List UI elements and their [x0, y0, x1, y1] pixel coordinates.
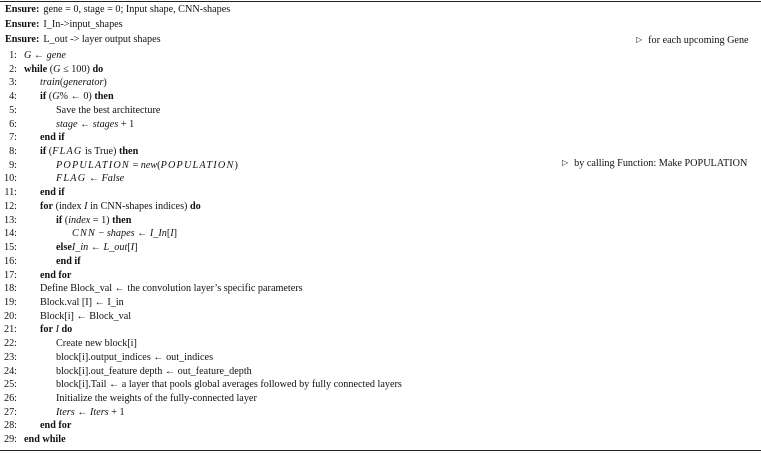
code-token: then [94, 91, 114, 103]
line-code [56, 215, 131, 227]
code-token: I [84, 200, 88, 212]
code-token: ] [173, 228, 178, 240]
code-token: do [189, 200, 201, 212]
code-token: for [40, 200, 54, 212]
line-code [56, 366, 252, 378]
code-token: Iters [89, 406, 109, 418]
line-code [40, 270, 71, 282]
line-number: 20: [3, 310, 17, 322]
code-token: then [119, 146, 139, 158]
code-token: stages [92, 118, 119, 130]
code-token: block[i].output_indices ← out_indices [56, 351, 214, 363]
algorithm-line [0, 297, 761, 309]
algorithm-line [0, 132, 761, 144]
code-token: Define Block_val ← the convolution layer’s specific parameters [40, 283, 303, 295]
comment-triangle-icon: ▷ [562, 158, 569, 167]
line-number: 7: [9, 132, 17, 144]
code-token: ( [46, 146, 53, 158]
code-token: ← [86, 173, 102, 185]
code-token: ( [157, 159, 161, 171]
line-code [56, 173, 124, 185]
line-number: 19: [3, 296, 17, 308]
code-token: ( [46, 91, 53, 103]
line-code [40, 77, 107, 89]
ensure-text: L_out -> layer output shapes [43, 34, 161, 45]
code-token: Save the best architecture [56, 104, 161, 116]
code-token: I_In [149, 228, 167, 240]
algorithm-line [0, 311, 761, 323]
code-token: ← [134, 228, 150, 240]
line-code [24, 64, 103, 76]
code-token: % ← 0) [59, 91, 95, 103]
code-token: ] [134, 242, 138, 254]
algorithm-line [0, 270, 761, 282]
code-token: else [56, 242, 72, 254]
line-code [40, 201, 201, 213]
ensure-line-3 [5, 34, 161, 46]
line-number: 23: [3, 351, 17, 363]
algorithm-line [0, 105, 761, 117]
code-token: do [92, 63, 104, 75]
bottom-rule [0, 450, 761, 451]
code-token: FLAG [52, 146, 83, 158]
ensure-text: I_In->input_shapes [43, 19, 123, 30]
code-token: train [40, 77, 60, 89]
line-number: 5: [9, 104, 17, 116]
algorithm-line [0, 215, 761, 227]
code-token: end if [40, 187, 65, 199]
code-token: if [40, 146, 47, 158]
line-number: 12: [3, 200, 17, 212]
code-token: Create new block[i] [56, 338, 137, 350]
code-token: [ [127, 242, 131, 254]
algorithm-line [0, 64, 761, 76]
code-token: ( [59, 77, 64, 89]
code-token: for [40, 324, 54, 336]
ensure-label: Ensure: [5, 34, 40, 45]
ensure-text: gene = 0, stage = 0; Input shape, CNN-shapes [43, 4, 231, 15]
line-number: 16: [3, 255, 17, 267]
comment-ensure-3 [636, 34, 749, 46]
line-code [56, 242, 138, 254]
code-token: − [96, 228, 107, 240]
algorithm-line [0, 242, 761, 254]
line-number: 26: [3, 393, 17, 404]
line-code [40, 297, 124, 309]
code-token: end while [24, 434, 66, 446]
line-number: 13: [3, 214, 17, 226]
line-number: 6: [9, 118, 17, 130]
algorithm-line [0, 352, 761, 364]
algorithm-line [0, 256, 761, 268]
code-token: end if [40, 132, 65, 144]
algorithm-line [0, 283, 761, 295]
code-token: I [170, 228, 174, 240]
code-token: if [40, 91, 47, 103]
line-number: 4: [9, 91, 17, 103]
line-number: 9: [9, 159, 17, 171]
code-token: gene [46, 50, 66, 61]
algorithm-line [0, 228, 761, 240]
code-token: Block[i] ← Block_val [40, 310, 132, 322]
algorithm-line [0, 366, 761, 378]
code-token: stage [56, 118, 78, 130]
line-code [56, 407, 125, 419]
code-token: generator [63, 77, 104, 89]
line-number: 24: [3, 365, 17, 377]
ensure-line-1 [5, 4, 230, 16]
code-token: False [101, 173, 125, 185]
ensure-label: Ensure: [5, 4, 40, 15]
ensure-label: Ensure: [5, 19, 40, 30]
algorithm-line [0, 338, 761, 350]
code-token: POPULATION [56, 159, 130, 171]
algorithm-line [0, 201, 761, 213]
code-token: Initialize the weights of the fully-connected layer [56, 393, 257, 404]
code-token: = 1) [90, 214, 113, 226]
code-token: then [112, 214, 132, 226]
algorithm-line [0, 420, 761, 432]
code-token: CNN [72, 228, 96, 240]
line-number: 27: [3, 406, 17, 418]
line-code [40, 324, 72, 336]
ensure-line-2 [5, 19, 123, 31]
code-token: end for [40, 420, 72, 432]
code-token: while [24, 63, 48, 75]
code-token: block[i].Tail ← a layer that pools global averages followed by fully connected layers [56, 379, 402, 391]
code-token: POPULATION [160, 159, 235, 171]
line-code [40, 146, 138, 158]
line-number: 15: [3, 242, 17, 254]
line-code [40, 132, 65, 144]
line-code [24, 50, 66, 62]
code-token: I [130, 242, 135, 254]
line-number: 29: [3, 434, 17, 446]
line-code [72, 228, 177, 240]
code-token: I_in [71, 242, 89, 254]
algorithm-line [0, 187, 761, 199]
code-token: ) [103, 77, 107, 89]
code-token: ← [31, 50, 47, 61]
code-token: ) [234, 159, 238, 171]
line-code [40, 420, 71, 432]
algorithm-line [0, 91, 761, 103]
line-number: 28: [3, 420, 17, 432]
line-number: 21: [3, 324, 17, 336]
code-token: is True) [82, 146, 119, 158]
code-token: = [129, 159, 141, 171]
code-token: + 1 [118, 118, 135, 130]
code-token: (index [53, 200, 85, 212]
code-token: G [52, 91, 60, 103]
line-number: 25: [3, 379, 17, 391]
algorithm-line [0, 407, 761, 419]
line-code [56, 105, 160, 117]
line-number: 22: [3, 338, 17, 350]
code-token: G [24, 50, 32, 61]
algorithm-line [0, 160, 761, 172]
code-token: L_out [103, 242, 128, 254]
code-token: ← [74, 406, 90, 418]
code-token: [ [166, 228, 171, 240]
code-token: I [55, 324, 59, 336]
code-token: ( [62, 214, 69, 226]
code-token: Block.val [I] ← I_in [40, 296, 124, 308]
line-code [56, 338, 137, 350]
top-rule [0, 1, 761, 2]
line-number: 10: [3, 173, 17, 185]
code-token: end for [40, 269, 72, 281]
algorithm-line [0, 173, 761, 185]
algorithm-line [0, 434, 761, 446]
code-token: ← [77, 118, 93, 130]
code-token: ← [88, 242, 104, 254]
code-token: new [140, 159, 158, 171]
code-token: ( [47, 63, 54, 75]
code-token: end if [56, 255, 81, 267]
line-number: 14: [3, 228, 17, 240]
line-code [56, 256, 81, 268]
line-code [40, 91, 114, 103]
comment-text: by calling Function: Make POPULATION [574, 158, 748, 169]
algorithm-line [0, 50, 761, 62]
code-token: FLAG [56, 173, 87, 185]
algorithm-line [0, 393, 761, 405]
line-code [40, 283, 303, 295]
code-token: Iters [56, 406, 75, 418]
algorithm-line [0, 379, 761, 391]
line-code [56, 160, 238, 172]
code-token: if [56, 214, 63, 226]
comment-triangle-icon: ▷ [636, 35, 643, 44]
code-token: in CNN-shapes indices) [87, 200, 190, 212]
line-code [56, 352, 213, 364]
algorithm-line [0, 119, 761, 131]
code-token: index [68, 214, 91, 226]
line-code [56, 393, 257, 405]
code-token: ≤ 100) [60, 63, 93, 75]
code-token: shapes [106, 228, 135, 240]
comment-text: for each upcoming Gene [648, 35, 749, 46]
algorithm-line [0, 146, 761, 158]
line-number: 3: [9, 77, 17, 89]
line-code [56, 119, 134, 131]
code-token: do [61, 324, 73, 336]
line-code [40, 187, 65, 199]
algorithm-line [0, 77, 761, 89]
algorithm-line [0, 324, 761, 336]
line-number: 2: [9, 63, 17, 75]
line-number: 17: [3, 269, 17, 281]
code-token: block[i].out_feature depth ← out_feature_depth [56, 365, 252, 377]
line-number: 18: [3, 283, 17, 295]
code-token: G [53, 63, 61, 75]
line-code [56, 379, 402, 391]
code-token: + 1 [108, 406, 125, 418]
line-number: 1: [9, 50, 17, 61]
line-code [24, 434, 66, 446]
line-code [40, 311, 131, 323]
line-number: 11: [4, 187, 17, 199]
line-number: 8: [9, 146, 17, 158]
